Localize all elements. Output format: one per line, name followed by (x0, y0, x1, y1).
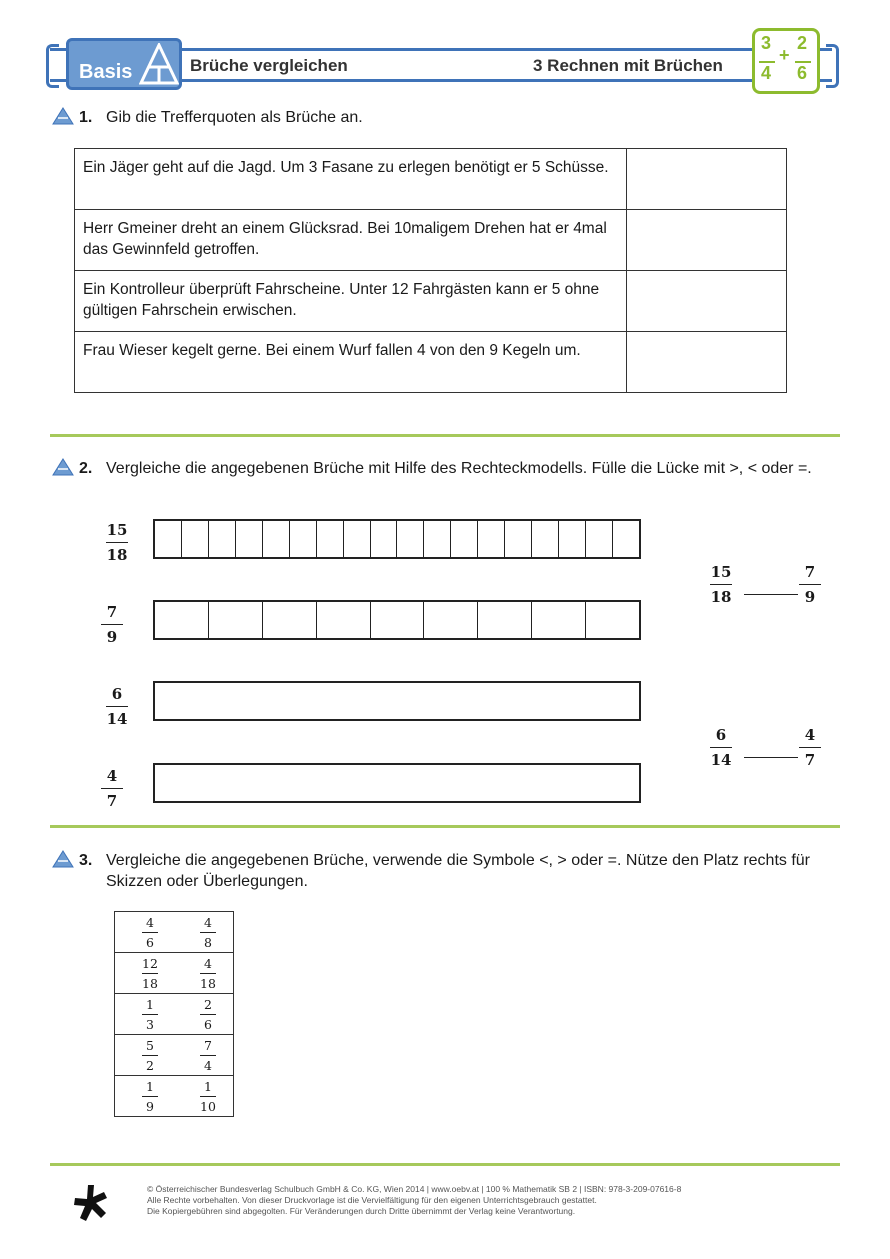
model-fraction: 6 14 (106, 685, 128, 728)
table-row (115, 912, 234, 953)
model-fraction: 15 18 (106, 521, 128, 564)
logo-a-den: 4 (761, 63, 772, 83)
compare-cell[interactable]: $\frac{5}{2}$ $\frac{7}{4}$ (115, 1035, 234, 1076)
model-cell[interactable] (371, 521, 398, 557)
pyramid-icon (139, 43, 179, 85)
model-cell[interactable] (586, 602, 639, 638)
task1-instruction: Gib die Trefferquoten als Brüche an. (106, 109, 363, 126)
model-cell[interactable] (371, 602, 425, 638)
chapter-title: 3 Rechnen mit Brüchen (533, 56, 723, 75)
model-cell[interactable] (209, 602, 263, 638)
compare-cell[interactable]: $\frac{1}{3}$ $\frac{2}{6}$ (115, 994, 234, 1035)
table-row (75, 332, 787, 393)
compare-left-fraction: 6 14 (710, 726, 732, 769)
model-cell[interactable] (532, 602, 586, 638)
table-row (75, 210, 787, 271)
task1-answer-field[interactable] (627, 271, 787, 332)
task1-question: Ein Jäger geht auf die Jagd. Um 3 Fasane zu erlegen benötigt er 5 Schüsse. (75, 149, 627, 210)
model-cell[interactable] (209, 521, 236, 557)
model-cell[interactable] (155, 602, 209, 638)
page-title: Brüche vergleichen (190, 56, 348, 75)
compare-cell[interactable]: $\frac{12}{18}$ $\frac{4}{18}$ (115, 953, 234, 994)
compare-left-fraction: 15 18 (710, 563, 732, 606)
logo-op: + (779, 45, 790, 65)
table-row (115, 1076, 234, 1117)
model-cell[interactable] (478, 521, 505, 557)
task3-number: 3. (79, 852, 93, 869)
footer-line: © Österreichischer Bundesverlag Schulbuch GmbH & Co. KG, Wien 2014 | www.oebv.at | 100 % Mathematik SB 2 | ISBN: 978-3-209-07616-8 (147, 1184, 682, 1194)
logo-b-num: 2 (797, 33, 808, 53)
level-icon (52, 458, 74, 476)
task1-question: Ein Kontrolleur überprüft Fahrscheine. Unter 12 Fahrgästen kann er 5 ohne gültigen Fahrschein erwischen. (75, 271, 627, 332)
model-cell[interactable] (236, 521, 263, 557)
rectangle-model[interactable] (153, 519, 641, 559)
model-cell[interactable] (478, 602, 532, 638)
header-bracket-right (826, 44, 839, 88)
table-row (115, 1035, 234, 1076)
task1-answer-field[interactable] (627, 332, 787, 393)
table-row (115, 994, 234, 1035)
model-cell[interactable] (155, 765, 639, 801)
rectangle-model[interactable] (153, 600, 641, 640)
footer-copyright (147, 1184, 827, 1217)
rectangle-model[interactable] (153, 681, 641, 721)
model-cell[interactable] (263, 602, 317, 638)
task3-instruction: Vergleiche die angegebenen Brüche, verwende die Symbole <, > oder =. Nütze den Platz rechts für Skizzen oder Überlegungen. (106, 852, 810, 890)
task2-number: 2. (79, 460, 93, 477)
model-cell[interactable] (586, 521, 613, 557)
model-cell[interactable] (344, 521, 371, 557)
publisher-logo-icon (70, 1183, 112, 1223)
task1-question: Frau Wieser kegelt gerne. Bei einem Wurf fallen 4 von den 9 Kegeln um. (75, 332, 627, 393)
task1-answer-field[interactable] (627, 210, 787, 271)
task1-question: Herr Gmeiner dreht an einem Glücksrad. Bei 10maligem Drehen hat er 4mal das Gewinnfeld getroffen. (75, 210, 627, 271)
task3-table (114, 911, 234, 1117)
model-cell[interactable] (397, 521, 424, 557)
compare-cell[interactable]: $\frac{4}{6}$ $\frac{4}{8}$ (115, 912, 234, 953)
compare-cell[interactable]: $\frac{1}{9}$ $\frac{1}{10}$ (115, 1076, 234, 1117)
table-row (115, 953, 234, 994)
fraction-logo (752, 28, 820, 94)
model-cell[interactable] (317, 602, 371, 638)
model-cell[interactable] (424, 521, 451, 557)
model-cell[interactable] (613, 521, 639, 557)
model-cell[interactable] (532, 521, 559, 557)
section-divider (50, 434, 840, 437)
footer-line: Alle Rechte vorbehalten. Von dieser Druckvorlage ist die Vervielfältigung für den eigenen Unterrichtsgebrauch gestattet. (147, 1195, 597, 1205)
basis-badge (66, 38, 182, 90)
model-cell[interactable] (155, 521, 182, 557)
model-cell[interactable] (559, 521, 586, 557)
task1-number: 1. (79, 109, 93, 126)
model-cell[interactable] (451, 521, 478, 557)
compare-right-fraction: 7 9 (795, 563, 825, 606)
table-row (75, 271, 787, 332)
logo-b-den: 6 (797, 63, 808, 83)
table-row (75, 149, 787, 210)
model-cell[interactable] (424, 602, 478, 638)
section-divider (50, 1163, 840, 1166)
compare-right-fraction: 4 7 (795, 726, 825, 769)
footer-line: Die Kopiergebühren sind abgegolten. Für Veränderungen durch Dritte übernimmt der Verlag keine Verantwortung. (147, 1206, 576, 1216)
task2-instruction: Vergleiche die angegebenen Brüche mit Hilfe des Rechteckmodells. Fülle die Lücke mit >, < oder =. (106, 460, 812, 477)
model-cell[interactable] (155, 683, 639, 719)
level-icon (52, 850, 74, 868)
basis-label: Basis (79, 61, 133, 83)
level-icon (52, 107, 74, 125)
task1-answer-field[interactable] (627, 149, 787, 210)
model-fraction: 4 7 (97, 767, 127, 810)
model-fraction: 7 9 (97, 603, 127, 646)
rectangle-model[interactable] (153, 763, 641, 803)
logo-a-num: 3 (761, 33, 772, 53)
task1-table (74, 148, 787, 393)
section-divider (50, 825, 840, 828)
compare-gap[interactable] (744, 757, 798, 758)
model-cell[interactable] (263, 521, 290, 557)
model-cell[interactable] (505, 521, 532, 557)
model-cell[interactable] (317, 521, 344, 557)
model-cell[interactable] (182, 521, 209, 557)
compare-gap[interactable] (744, 594, 798, 595)
model-cell[interactable] (290, 521, 317, 557)
